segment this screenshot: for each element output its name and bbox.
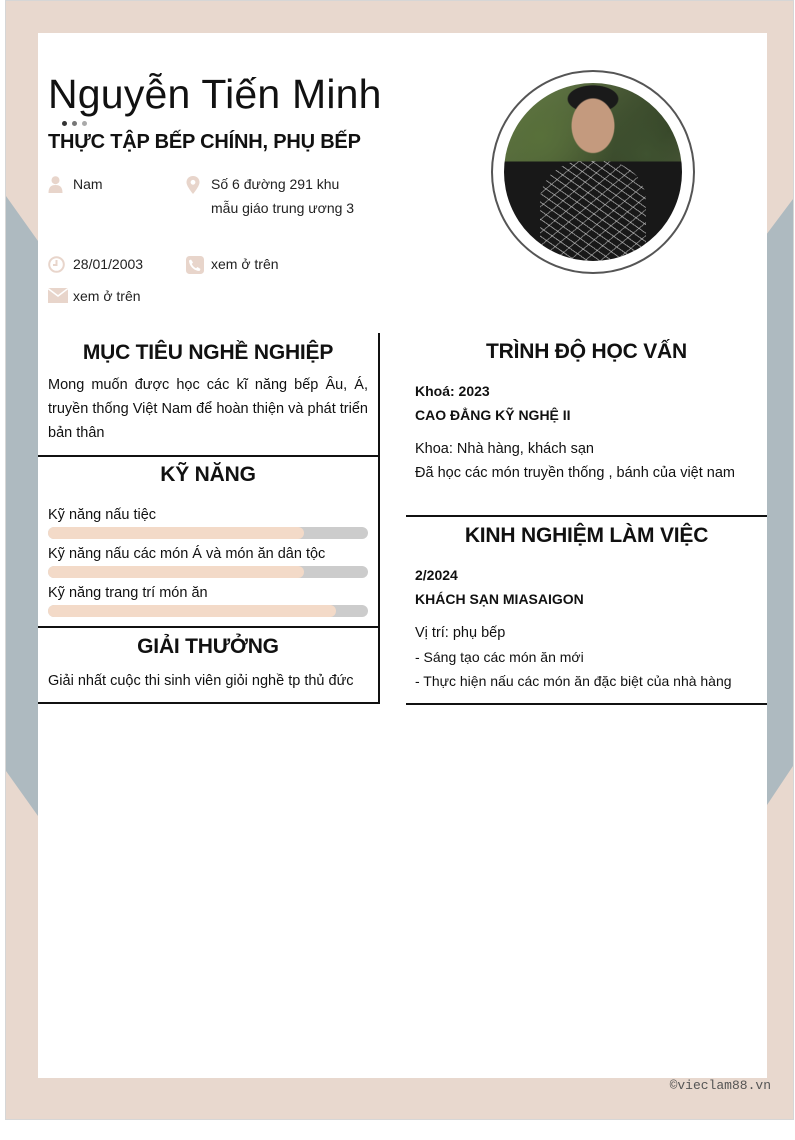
phone-value: xem ở trên	[211, 256, 279, 272]
candidate-name: Nguyễn Tiến Minh	[48, 71, 382, 117]
avatar	[504, 83, 682, 261]
phone-icon	[186, 252, 211, 276]
decorative-dots	[62, 121, 87, 126]
email-value: xem ở trên	[73, 288, 141, 304]
info-birthday	[48, 252, 178, 276]
avatar-frame	[491, 70, 695, 274]
skill-bar	[48, 566, 368, 578]
education-school: CAO ĐẲNG KỸ NGHỆ II	[415, 407, 571, 423]
education-heading: TRÌNH ĐỘ HỌC VẤN	[486, 340, 687, 363]
experience-period: 2/2024	[415, 567, 458, 583]
skill-bar-fill	[48, 566, 304, 578]
address-value: Số 6 đường 291 khu mẫu giáo trung ương 3	[211, 176, 355, 216]
education-period: Khoá: 2023	[415, 383, 490, 399]
info-email	[48, 284, 178, 308]
experience-company: KHÁCH SẠN MIASAIGON	[415, 591, 584, 607]
skill-bar-fill	[48, 527, 304, 539]
experience-heading: KINH NGHIỆM LÀM VIỆC	[464, 524, 709, 547]
awards-heading: GIẢI THƯỞNG	[137, 635, 279, 658]
envelope-icon	[48, 284, 73, 308]
info-gender	[48, 172, 178, 196]
skill-label: Kỹ năng nấu tiệc	[48, 507, 157, 523]
birthday-value: 28/01/2003	[73, 256, 144, 272]
education-detail: Đã học các món truyền thống , bánh của việt nam	[415, 465, 735, 481]
gender-value: Nam	[73, 176, 103, 192]
left-column	[38, 333, 380, 704]
job-title: THỰC TẬP BẾP CHÍNH, PHỤ BẾP	[48, 131, 361, 153]
right-column	[406, 333, 767, 705]
dot-icon	[62, 121, 67, 126]
skill-label: Kỹ năng nấu các món Á và món ăn dân tộc	[48, 546, 326, 562]
skill-label: Kỹ năng trang trí món ăn	[48, 585, 208, 601]
dot-icon	[72, 121, 77, 126]
cv-sheet	[38, 33, 767, 1078]
education-section	[406, 333, 767, 517]
clock-icon	[48, 252, 73, 276]
education-detail: Khoa: Nhà hàng, khách sạn	[415, 441, 594, 457]
skill-item	[48, 583, 368, 617]
awards-text: Giải nhất cuộc thi sinh viên giỏi nghề tp thủ đức	[48, 673, 354, 689]
page-background	[5, 0, 794, 1120]
skills-list	[48, 505, 368, 626]
skill-bar	[48, 605, 368, 617]
decorative-band-right	[763, 1, 793, 1120]
skill-item	[48, 544, 368, 578]
decorative-band-left	[6, 1, 38, 1120]
dot-icon	[82, 121, 87, 126]
objective-section	[38, 333, 378, 457]
user-icon	[48, 172, 73, 196]
skill-bar	[48, 527, 368, 539]
experience-duty: - Sáng tạo các món ăn mới	[415, 649, 584, 665]
skills-section	[38, 457, 378, 628]
skill-item	[48, 505, 368, 539]
watermark: ©vieclam88.vn	[669, 1078, 771, 1093]
info-address	[186, 172, 356, 220]
experience-position: Vị trí: phụ bếp	[415, 625, 506, 641]
skills-heading: KỸ NĂNG	[160, 463, 256, 486]
experience-section	[406, 517, 767, 705]
info-phone	[186, 252, 356, 276]
experience-duty: - Thực hiện nấu các món ăn đặc biệt của nhà hàng	[415, 673, 732, 689]
objective-heading: MỤC TIÊU NGHỀ NGHIỆP	[82, 341, 334, 364]
objective-text: Mong muốn được học các kĩ năng bếp Âu, Á, truyền thống Việt Nam để hoàn thiện và phát triển bản thân	[48, 377, 368, 441]
awards-section	[38, 628, 378, 704]
skill-bar-fill	[48, 605, 336, 617]
map-pin-icon	[186, 172, 211, 220]
